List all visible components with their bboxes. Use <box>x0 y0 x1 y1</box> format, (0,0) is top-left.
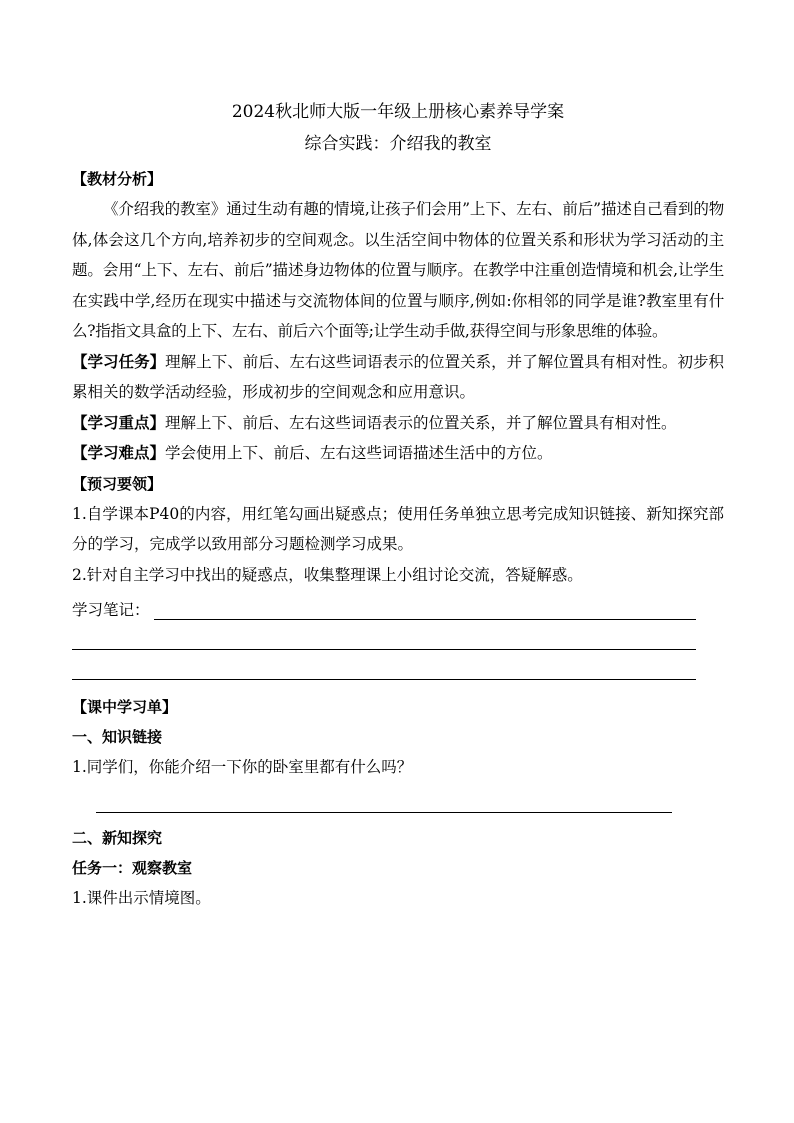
notes-label: 学习笔记： <box>72 601 150 619</box>
notes-line-1[interactable] <box>154 599 696 620</box>
difficulty-text: 学会使用上下、前后、左右这些词语描述生活中的方位。 <box>165 444 553 462</box>
learning-task-label: 【学习任务】 <box>72 351 166 371</box>
task1-step1: 1.课件出示情境图。 <box>72 888 211 907</box>
preview-heading: 【预习要领】 <box>72 474 163 493</box>
notes-line-3[interactable] <box>72 650 696 680</box>
document-title: 2024秋北师大版一年级上册核心素养导学案 <box>231 102 565 122</box>
notes-row <box>72 590 724 620</box>
key-point-label: 【学习重点】 <box>72 412 166 432</box>
task1-heading: 任务一：观察教室 <box>72 858 193 877</box>
preview-item-2: 2.针对自主学习中找出的疑惑点，收集整理课上小组讨论交流，答疑解惑。 <box>72 565 583 584</box>
knowledge-link-question: 1.同学们，你能介绍一下你的卧室里都有什么吗？ <box>72 758 413 776</box>
difficulty-block <box>72 438 724 469</box>
knowledge-link-heading: 一、知识链接 <box>72 728 163 746</box>
worksheet-page <box>72 100 724 913</box>
preview-item-1: 1.自学课本P40的内容，用红笔勾画出疑惑点；使用任务单独立思考完成知识链接、新知探究部分的学习，完成学以致用部分习题检测学习成果。 <box>72 504 724 553</box>
classroom-heading: 【课中学习单】 <box>72 698 178 716</box>
key-point-block <box>72 408 724 439</box>
difficulty-label: 【学习难点】 <box>72 443 166 462</box>
learning-task-text: 理解上下、前后、左右这些词语表示的位置关系，并了解位置具有相对性。初步积累相关的数学活动经验，形成初步的空间观念和应用意识。 <box>72 352 724 401</box>
notes-line-2[interactable] <box>72 620 696 650</box>
key-point-text: 理解上下、前后、左右这些词语表示的位置关系，并了解位置具有相对性。 <box>165 413 677 432</box>
analysis-heading: 【教材分析】 <box>72 170 163 188</box>
new-knowledge-heading: 二、新知探究 <box>72 828 163 847</box>
analysis-paragraph: 《介绍我的教室》通过生动有趣的情境,让孩子们会用”上下、左右、前后”描述自己看到的物体,体会这几个方向,培养初步的空间观念。以生活空间中物体的位置关系和形状为学习活动的主题。会用“上下、左右、前后”描述身边物体的位置与顺序。在教学中注重创造情境和机会,让学生在实践中学,经历在现实中描述与交流物体间的位置与顺序,例如:你相邻的同学是谁?教室里有什么?指指文具盒的上下、左右、前后六个面等;让学生动手做,获得空间与形象思维的体验。 <box>72 200 724 340</box>
knowledge-link-answer-line[interactable] <box>96 783 672 813</box>
learning-task-block <box>72 347 724 408</box>
document-subtitle: 综合实践：介绍我的教室 <box>304 134 492 154</box>
